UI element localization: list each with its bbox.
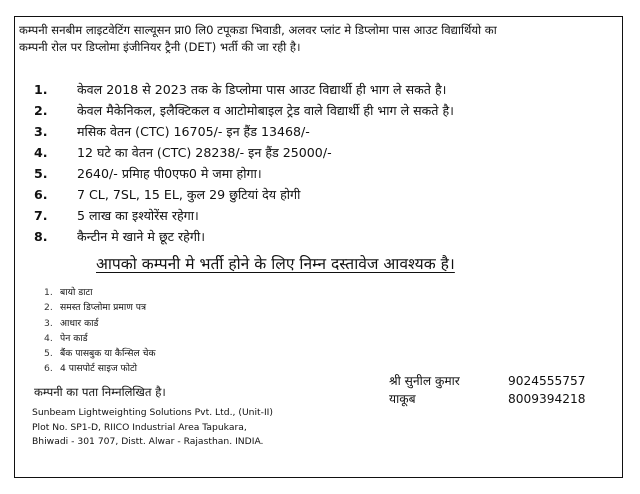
document-text: आधार कार्ड — [60, 317, 99, 329]
documents-heading: आपको कम्पनी मे भर्ती होने के लिए निम्न दस्तावेज आवश्यक है। — [96, 255, 455, 273]
address-line-1: Sunbeam Lightweighting Solutions Pvt. Ltd., (Unit-II) — [32, 407, 273, 418]
document-text: पेन कार्ड — [60, 332, 88, 344]
term-item — [34, 206, 594, 227]
document-number: 4. — [44, 332, 53, 344]
intro-line-2: कम्पनी रोल पर डिप्लोमा इंजीनियर ट्रैनी (DET) भर्ती की जा रही है। — [19, 40, 301, 54]
term-text: 7 CL, 7SL, 15 EL, कुल 29 छुटियां देय होगी — [77, 187, 301, 202]
contact-phone: 9024555757 — [508, 374, 586, 388]
document-number: 1. — [44, 287, 53, 298]
contact-name: श्री सुनील कुमार — [389, 374, 460, 388]
term-item — [34, 227, 594, 248]
term-text: कैन्टीन मे खाने मे छूट रहेगी। — [77, 229, 205, 244]
terms-list — [34, 80, 594, 248]
document-text: बायो डाटा — [60, 287, 93, 298]
company-address — [32, 406, 273, 450]
term-item — [34, 80, 594, 101]
address-line-3: Bhiwadi - 301 707, Distt. Alwar - Rajasthan. INDIA. — [32, 436, 264, 447]
intro-line-1: कम्पनी सनबीम लाइटवेटिंग साल्यूसन प्रा0 लि0 टपूकडा भिवाडी, अलवर प्लांट मे डिप्लोमा पास आउट विद्यार्थियो का — [19, 23, 497, 37]
term-number: 1. — [34, 82, 48, 97]
term-text: केवल मैकेनिकल, इलैक्टिकल व आटोमोबाइल ट्रेड वाले विद्यार्थी ही भाग ले सकते है। — [77, 103, 454, 118]
document-number: 3. — [44, 317, 53, 329]
term-item — [34, 185, 594, 206]
term-text: मसिक वेतन (CTC) 16705/- इन हैंड 13468/- — [77, 124, 310, 139]
contact-name: याकूब — [389, 392, 416, 406]
term-number: 8. — [34, 229, 48, 244]
term-item — [34, 101, 594, 122]
term-text: केवल 2018 से 2023 तक के डिप्लोमा पास आउट विद्यार्थी ही भाग ले सकते है। — [77, 82, 447, 97]
term-number: 3. — [34, 124, 48, 139]
document-number: 5. — [44, 348, 53, 360]
intro-paragraph — [19, 22, 599, 56]
term-text: 5 लाख का इश्योरेंस रहेगा। — [77, 208, 199, 223]
term-number: 7. — [34, 208, 48, 223]
term-number: 2. — [34, 103, 48, 118]
term-number: 5. — [34, 166, 48, 181]
term-item — [34, 164, 594, 185]
document-text: समस्त डिप्लोमा प्रमाण पत्र — [60, 302, 147, 314]
term-item — [34, 143, 594, 164]
document-text: बैंक पासबुक या कैन्सिल चेक — [60, 348, 156, 360]
term-number: 6. — [34, 187, 48, 202]
contact-phone: 8009394218 — [508, 392, 586, 406]
address-heading: कम्पनी का पता निम्नलिखित है। — [34, 385, 166, 399]
term-number: 4. — [34, 145, 48, 160]
document-number: 6. — [44, 363, 53, 375]
term-item — [34, 122, 594, 143]
term-text: 12 घटे का वेतन (CTC) 28238/- इन हैंड 25000/- — [77, 145, 332, 160]
document-number: 2. — [44, 302, 53, 314]
term-text: 2640/- प्रमिाह पी0एफ0 मे जमा होगा। — [77, 166, 262, 181]
document-text: 4 पासपोर्ट साइज फोटो — [60, 363, 138, 375]
address-line-2: Plot No. SP1-D, RIICO Industrial Area Tapukara, — [32, 421, 247, 433]
